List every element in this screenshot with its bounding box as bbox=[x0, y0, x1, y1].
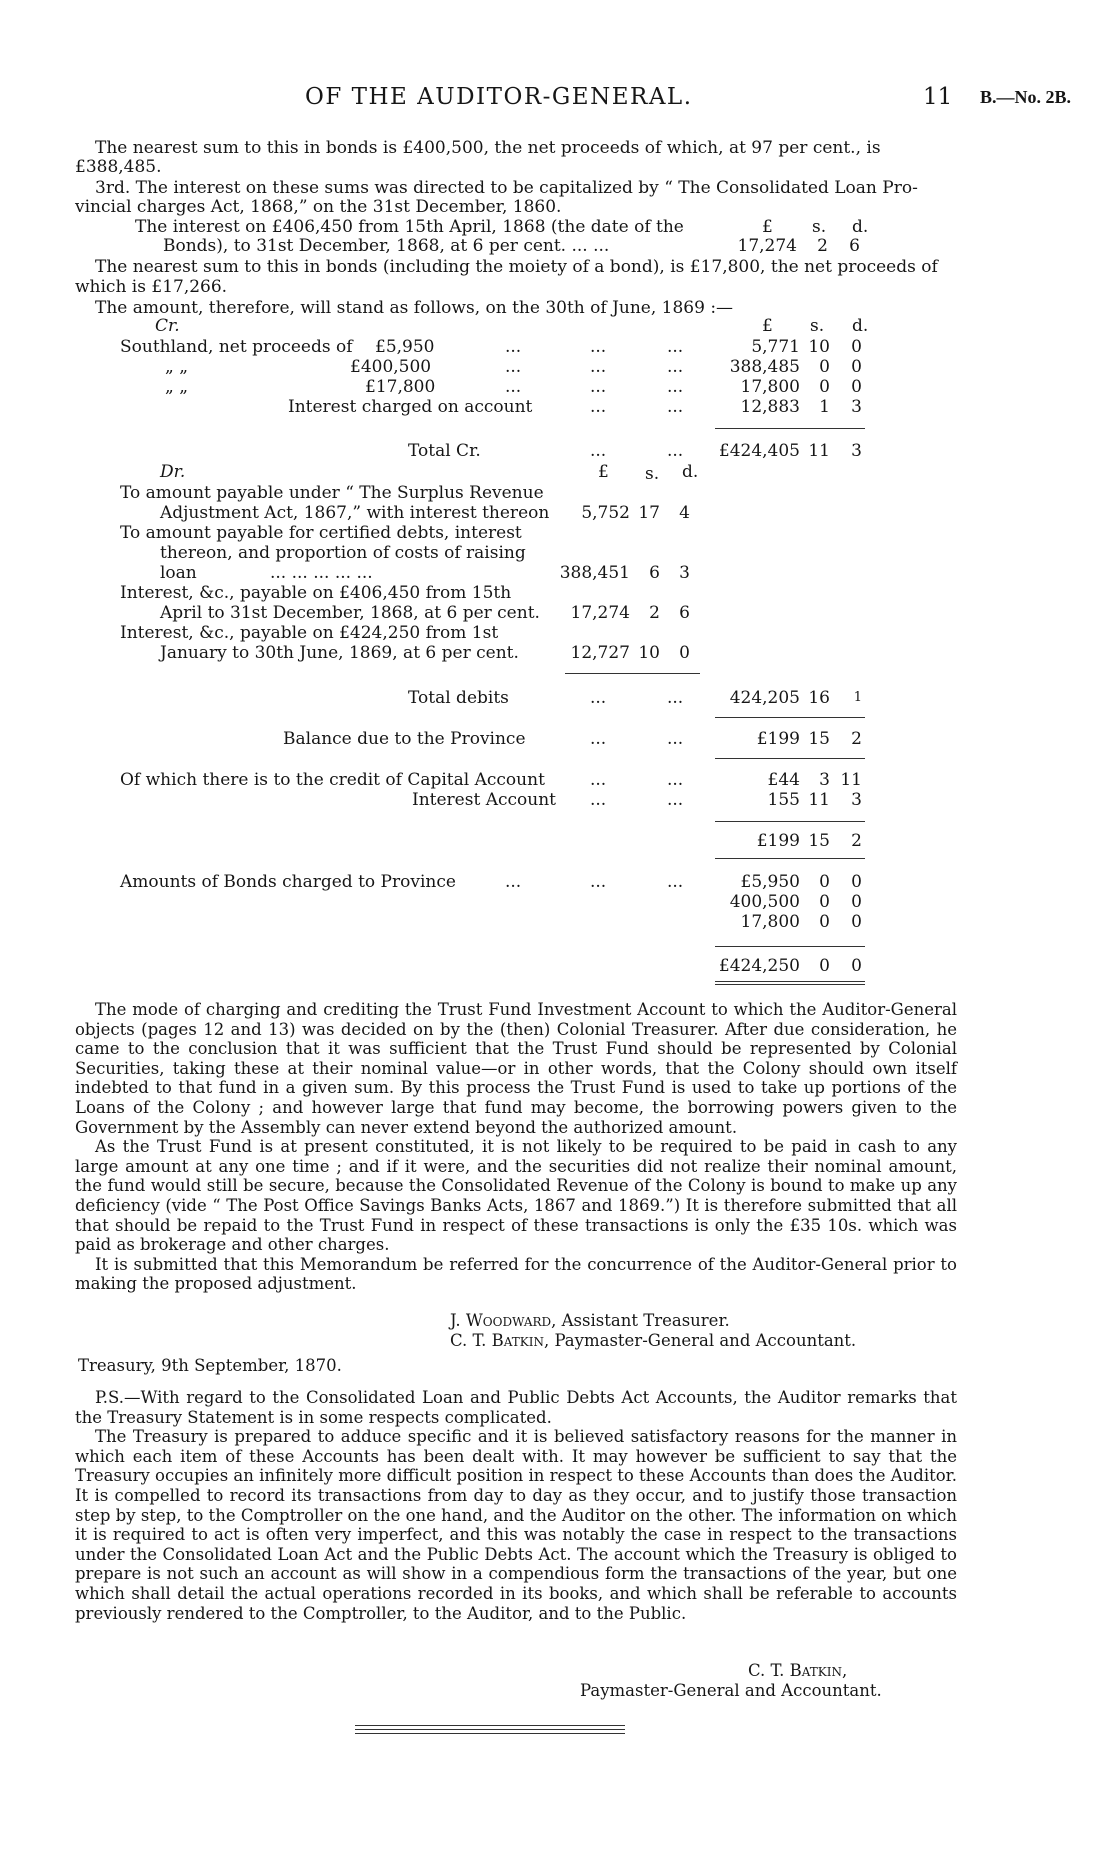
leader-dots: ... bbox=[590, 770, 607, 790]
leader-dots: ... bbox=[667, 357, 684, 377]
postscript-paragraph: The Treasury is prepared to adduce specific and it is believed satisfactory reasons for the manner in which each item of these Accounts has been dealt with. It may however be sufficient to say that the Treasury occupies an infinitely more difficult position in respect to these Accounts than does the Auditor. It is compelled to record its transactions from day to day as they occur, and to justify those transaction step by step, to the Comptroller on the one hand, and the Auditor on the other. The information on which it is required to act is often very imperfect, and this was notably the case in respect to the transactions under the Consolidated Loan Act and the Public Debts Act. The account which the Treasury is obliged to prepare is not such an account as will show in a compendious form the transactions of the year, but one which shall detail the actual operations recorded in its books, and which shall be referable to accounts previously rendered to the Comptroller, to the Auditor, and to the Public. bbox=[75, 1427, 957, 1623]
bonds-label: Amounts of Bonds charged to Province bbox=[120, 872, 456, 892]
intro-line: £388,485. bbox=[75, 157, 162, 177]
leader-dots: ... bbox=[667, 688, 684, 708]
currency-header-pounds: £ bbox=[762, 217, 773, 237]
debit-total-pence: 1 bbox=[853, 690, 862, 705]
debit-item: April to 31st December, 1868, at 6 per cent. bbox=[160, 603, 540, 623]
signatory-title: Assistant Treasurer. bbox=[561, 1311, 730, 1330]
amount-shillings: 17 bbox=[638, 503, 660, 523]
leader-dots: ... bbox=[667, 770, 684, 790]
amount-pounds: 17,274 bbox=[737, 236, 797, 256]
credit-total-pence: 3 bbox=[851, 441, 862, 461]
amount-pounds: 388,451 bbox=[559, 563, 630, 583]
closing-rule bbox=[355, 1725, 625, 1726]
credit-row-sum: £5,950 bbox=[375, 337, 435, 357]
rule bbox=[715, 981, 865, 982]
currency-header-shillings: s. bbox=[812, 217, 827, 237]
credit-total-shillings: 11 bbox=[808, 441, 830, 461]
leader-dots: ... bbox=[590, 790, 607, 810]
leader-dots: ... bbox=[590, 872, 607, 892]
debit-item: Adjustment Act, 1867,” with interest thereon bbox=[160, 503, 550, 523]
amount-pence: 0 bbox=[851, 357, 862, 377]
amount-pounds: 12,883 bbox=[740, 397, 800, 417]
debit-item: January to 30th June, 1869, at 6 per cent. bbox=[160, 643, 519, 663]
debit-item: loan bbox=[160, 563, 197, 583]
page-number: 11 bbox=[923, 84, 953, 110]
amount-shillings: 1 bbox=[819, 397, 830, 417]
amount-shillings: 3 bbox=[819, 770, 830, 790]
debit-total-pounds: 424,205 bbox=[729, 688, 800, 708]
amount-pence: 0 bbox=[679, 643, 690, 663]
amount-pence: 0 bbox=[851, 912, 862, 932]
leader-dots: ... bbox=[590, 397, 607, 417]
intro-line: The nearest sum to this in bonds is £400,500, the net proceeds of which, at 97 per cent., is bbox=[95, 138, 881, 158]
intro-line: The amount, therefore, will stand as follows, on the 30th of June, 1869 :— bbox=[95, 298, 734, 318]
signatory-name: J. Woodward, bbox=[450, 1311, 557, 1330]
leader-dots: ... ... ... ... ... bbox=[270, 563, 373, 583]
credit-row-label: Southland, net proceeds of bbox=[120, 337, 353, 357]
leader-dots: ... bbox=[667, 397, 684, 417]
credit-total-label bbox=[408, 441, 481, 461]
amount-pence: 0 bbox=[851, 337, 862, 357]
closing-rule bbox=[355, 1733, 625, 1734]
postscript-body bbox=[75, 1388, 957, 1623]
col-header-pounds: £ bbox=[598, 462, 609, 482]
amount-shillings: 0 bbox=[819, 912, 830, 932]
amount-pounds: 17,800 bbox=[740, 377, 800, 397]
credit-total-pence: 2 bbox=[851, 831, 862, 851]
intro-line: The nearest sum to this in bonds (including the moiety of a bond), is £17,800, the net proceeds of bbox=[95, 257, 938, 277]
debit-item: thereon, and proportion of costs of raising bbox=[160, 543, 526, 563]
debit-total-shillings: 16 bbox=[808, 688, 830, 708]
debit-total-label: Total debits bbox=[408, 688, 509, 708]
amount-pence: 3 bbox=[679, 563, 690, 583]
amount-shillings: 0 bbox=[819, 357, 830, 377]
leader-dots: ... bbox=[667, 337, 684, 357]
closing-rule bbox=[355, 1729, 625, 1730]
document-reference: B.—No. 2B. bbox=[980, 87, 1072, 107]
amount-pounds: £44 bbox=[767, 770, 800, 790]
amount-shillings: 10 bbox=[638, 643, 660, 663]
debit-item: Interest, &c., payable on £424,250 from 1st bbox=[120, 623, 499, 643]
signatory-name: C. T. Batkin, bbox=[450, 1331, 550, 1350]
balance-shillings: 15 bbox=[808, 729, 830, 749]
amount-pounds: 5,771 bbox=[751, 337, 800, 357]
credit-total-shillings: 15 bbox=[808, 831, 830, 851]
amount-shillings: 0 bbox=[819, 377, 830, 397]
rule bbox=[565, 673, 700, 674]
col-header-pence: d. bbox=[852, 316, 869, 336]
col-header-pence: d. bbox=[682, 462, 699, 482]
amount-shillings: 10 bbox=[808, 337, 830, 357]
balance-pence: 2 bbox=[851, 729, 862, 749]
credit-account-label: Interest Account bbox=[412, 790, 556, 810]
rule bbox=[715, 858, 865, 859]
signatory-title: Paymaster-General and Accountant. bbox=[554, 1331, 857, 1350]
leader-dots: ... bbox=[590, 337, 607, 357]
amount-pence: 3 bbox=[851, 397, 862, 417]
place-date: Treasury, 9th September, 1870. bbox=[78, 1356, 342, 1375]
amount-pounds: 12,727 bbox=[570, 643, 630, 663]
leader-dots: ... bbox=[667, 729, 684, 749]
bonds-total-shillings: 0 bbox=[819, 956, 830, 976]
credit-account-label: Of which there is to the credit of Capital Account bbox=[120, 770, 545, 790]
rule bbox=[715, 717, 865, 718]
credit-row-sum: £400,500 bbox=[350, 357, 432, 377]
signature-block bbox=[450, 1311, 730, 1330]
debit-item: To amount payable under “ The Surplus Revenue bbox=[120, 483, 544, 503]
amount-pence: 0 bbox=[851, 377, 862, 397]
amount-pounds: 155 bbox=[767, 790, 800, 810]
intro-line: which is £17,266. bbox=[75, 277, 228, 297]
credit-row-label: Interest charged on account bbox=[288, 397, 533, 417]
amount-pounds: 400,500 bbox=[729, 892, 800, 912]
amount-pence: 0 bbox=[851, 872, 862, 892]
leader-dots: ... bbox=[667, 790, 684, 810]
credit-total-pounds: £424,405 bbox=[718, 441, 800, 461]
intro-line: 3rd. The interest on these sums was directed to be capitalized by “ The Consolidated Loan Pro- bbox=[95, 178, 918, 198]
amount-pounds: 17,800 bbox=[740, 912, 800, 932]
amount-pounds: 388,485 bbox=[729, 357, 800, 377]
currency-header-pence: d. bbox=[852, 217, 869, 237]
balance-pounds: £199 bbox=[756, 729, 800, 749]
signatory-name: C. T. Batkin, bbox=[748, 1661, 848, 1680]
leader-dots: ... bbox=[667, 441, 684, 461]
debit-heading: Dr. bbox=[160, 462, 186, 482]
leader-dots: ... bbox=[505, 357, 522, 377]
amount-pence: 11 bbox=[840, 770, 862, 790]
memo-paragraph: As the Trust Fund is at present constituted, it is not likely to be required to be paid in cash to any large amount at any one time ; and if it were, and the securities did not realize their nominal amount, the fund would still be secure, because the Consolidated Revenue of the Colony is bound to make up any deficiency (vide “ The Post Office Savings Banks Acts, 1867 and 1869.”) It is therefore submitted that all that should be repaid to the Trust Fund in respect of these transactions is only the £35 10s. which was paid as brokerage and other charges. bbox=[75, 1137, 957, 1255]
amount-pounds: £5,950 bbox=[740, 872, 800, 892]
credit-total-text: Total Cr. bbox=[408, 441, 481, 461]
rule bbox=[715, 821, 865, 822]
balance-label: Balance due to the Province bbox=[283, 729, 526, 749]
rule bbox=[715, 946, 865, 947]
bonds-total-pounds: £424,250 bbox=[718, 956, 800, 976]
intro-line: Bonds), to 31st December, 1868, at 6 per cent. ... ... bbox=[163, 236, 610, 256]
credit-total-pounds: £199 bbox=[756, 831, 800, 851]
memo-paragraph: It is submitted that this Memorandum be referred for the concurrence of the Auditor-General prior to making the proposed adjustment. bbox=[75, 1254, 957, 1294]
page-title: OF THE AUDITOR-GENERAL. bbox=[305, 84, 693, 110]
credit-row-label: „ „ bbox=[165, 377, 189, 397]
amount-pounds: 17,274 bbox=[570, 603, 630, 623]
credit-row-label: „ „ bbox=[165, 357, 189, 377]
signatory-title: Paymaster-General and Accountant. bbox=[580, 1681, 882, 1700]
leader-dots: ... bbox=[505, 872, 522, 892]
intro-line: vincial charges Act, 1868,” on the 31st December, 1860. bbox=[75, 197, 562, 217]
credit-row-sum: £17,800 bbox=[365, 377, 436, 397]
leader-dots: ... bbox=[667, 872, 684, 892]
leader-dots: ... bbox=[590, 441, 607, 461]
col-header-shillings: s. bbox=[810, 316, 825, 336]
debit-item: Interest, &c., payable on £406,450 from 15th bbox=[120, 583, 512, 603]
memo-paragraph: The mode of charging and crediting the Trust Fund Investment Account to which the Auditor-General objects (pages 12 and 13) was decided on by the (then) Colonial Treasurer. After due consideration, he came to the conclusion that it was sufficient that the Trust Fund should be represented by Colonial Securities, taking these at their nominal value—or in other words, that the Colony should own itself indebted to that fund in a given sum. By this process the Trust Fund is used to take up portions of the Loans of the Colony ; and however large that fund may become, the borrowing powers given to the Government by the Assembly can never extend beyond the authorized amount. bbox=[75, 1000, 957, 1137]
rule bbox=[715, 984, 865, 985]
amount-shillings: 2 bbox=[817, 236, 828, 256]
leader-dots: ... bbox=[590, 377, 607, 397]
amount-pounds: 5,752 bbox=[581, 503, 630, 523]
col-header-shillings: s. bbox=[645, 464, 660, 484]
debit-item: To amount payable for certified debts, interest bbox=[120, 523, 522, 543]
amount-pence: 4 bbox=[679, 503, 690, 523]
amount-pence: 0 bbox=[851, 892, 862, 912]
amount-pence: 6 bbox=[679, 603, 690, 623]
leader-dots: ... bbox=[590, 688, 607, 708]
leader-dots: ... bbox=[590, 357, 607, 377]
postscript-paragraph: P.S.—With regard to the Consolidated Loan and Public Debts Act Accounts, the Auditor remarks that the Treasury Statement is in some respects complicated. bbox=[75, 1388, 957, 1427]
signature-block bbox=[450, 1331, 856, 1350]
memo-body bbox=[75, 1000, 957, 1294]
rule bbox=[715, 758, 865, 759]
col-header-pounds: £ bbox=[762, 316, 773, 336]
leader-dots: ... bbox=[505, 337, 522, 357]
leader-dots: ... bbox=[590, 729, 607, 749]
credit-heading: Cr. bbox=[155, 316, 180, 336]
amount-shillings: 0 bbox=[819, 892, 830, 912]
rule bbox=[715, 428, 865, 429]
amount-shillings: 11 bbox=[808, 790, 830, 810]
amount-pence: 6 bbox=[849, 236, 860, 256]
amount-shillings: 6 bbox=[649, 563, 660, 583]
amount-shillings: 2 bbox=[649, 603, 660, 623]
leader-dots: ... bbox=[667, 377, 684, 397]
leader-dots: ... bbox=[505, 377, 522, 397]
intro-line: The interest on £406,450 from 15th April, 1868 (the date of the bbox=[135, 217, 684, 237]
amount-shillings: 0 bbox=[819, 872, 830, 892]
bonds-total-pence: 0 bbox=[851, 956, 862, 976]
amount-pence: 3 bbox=[851, 790, 862, 810]
